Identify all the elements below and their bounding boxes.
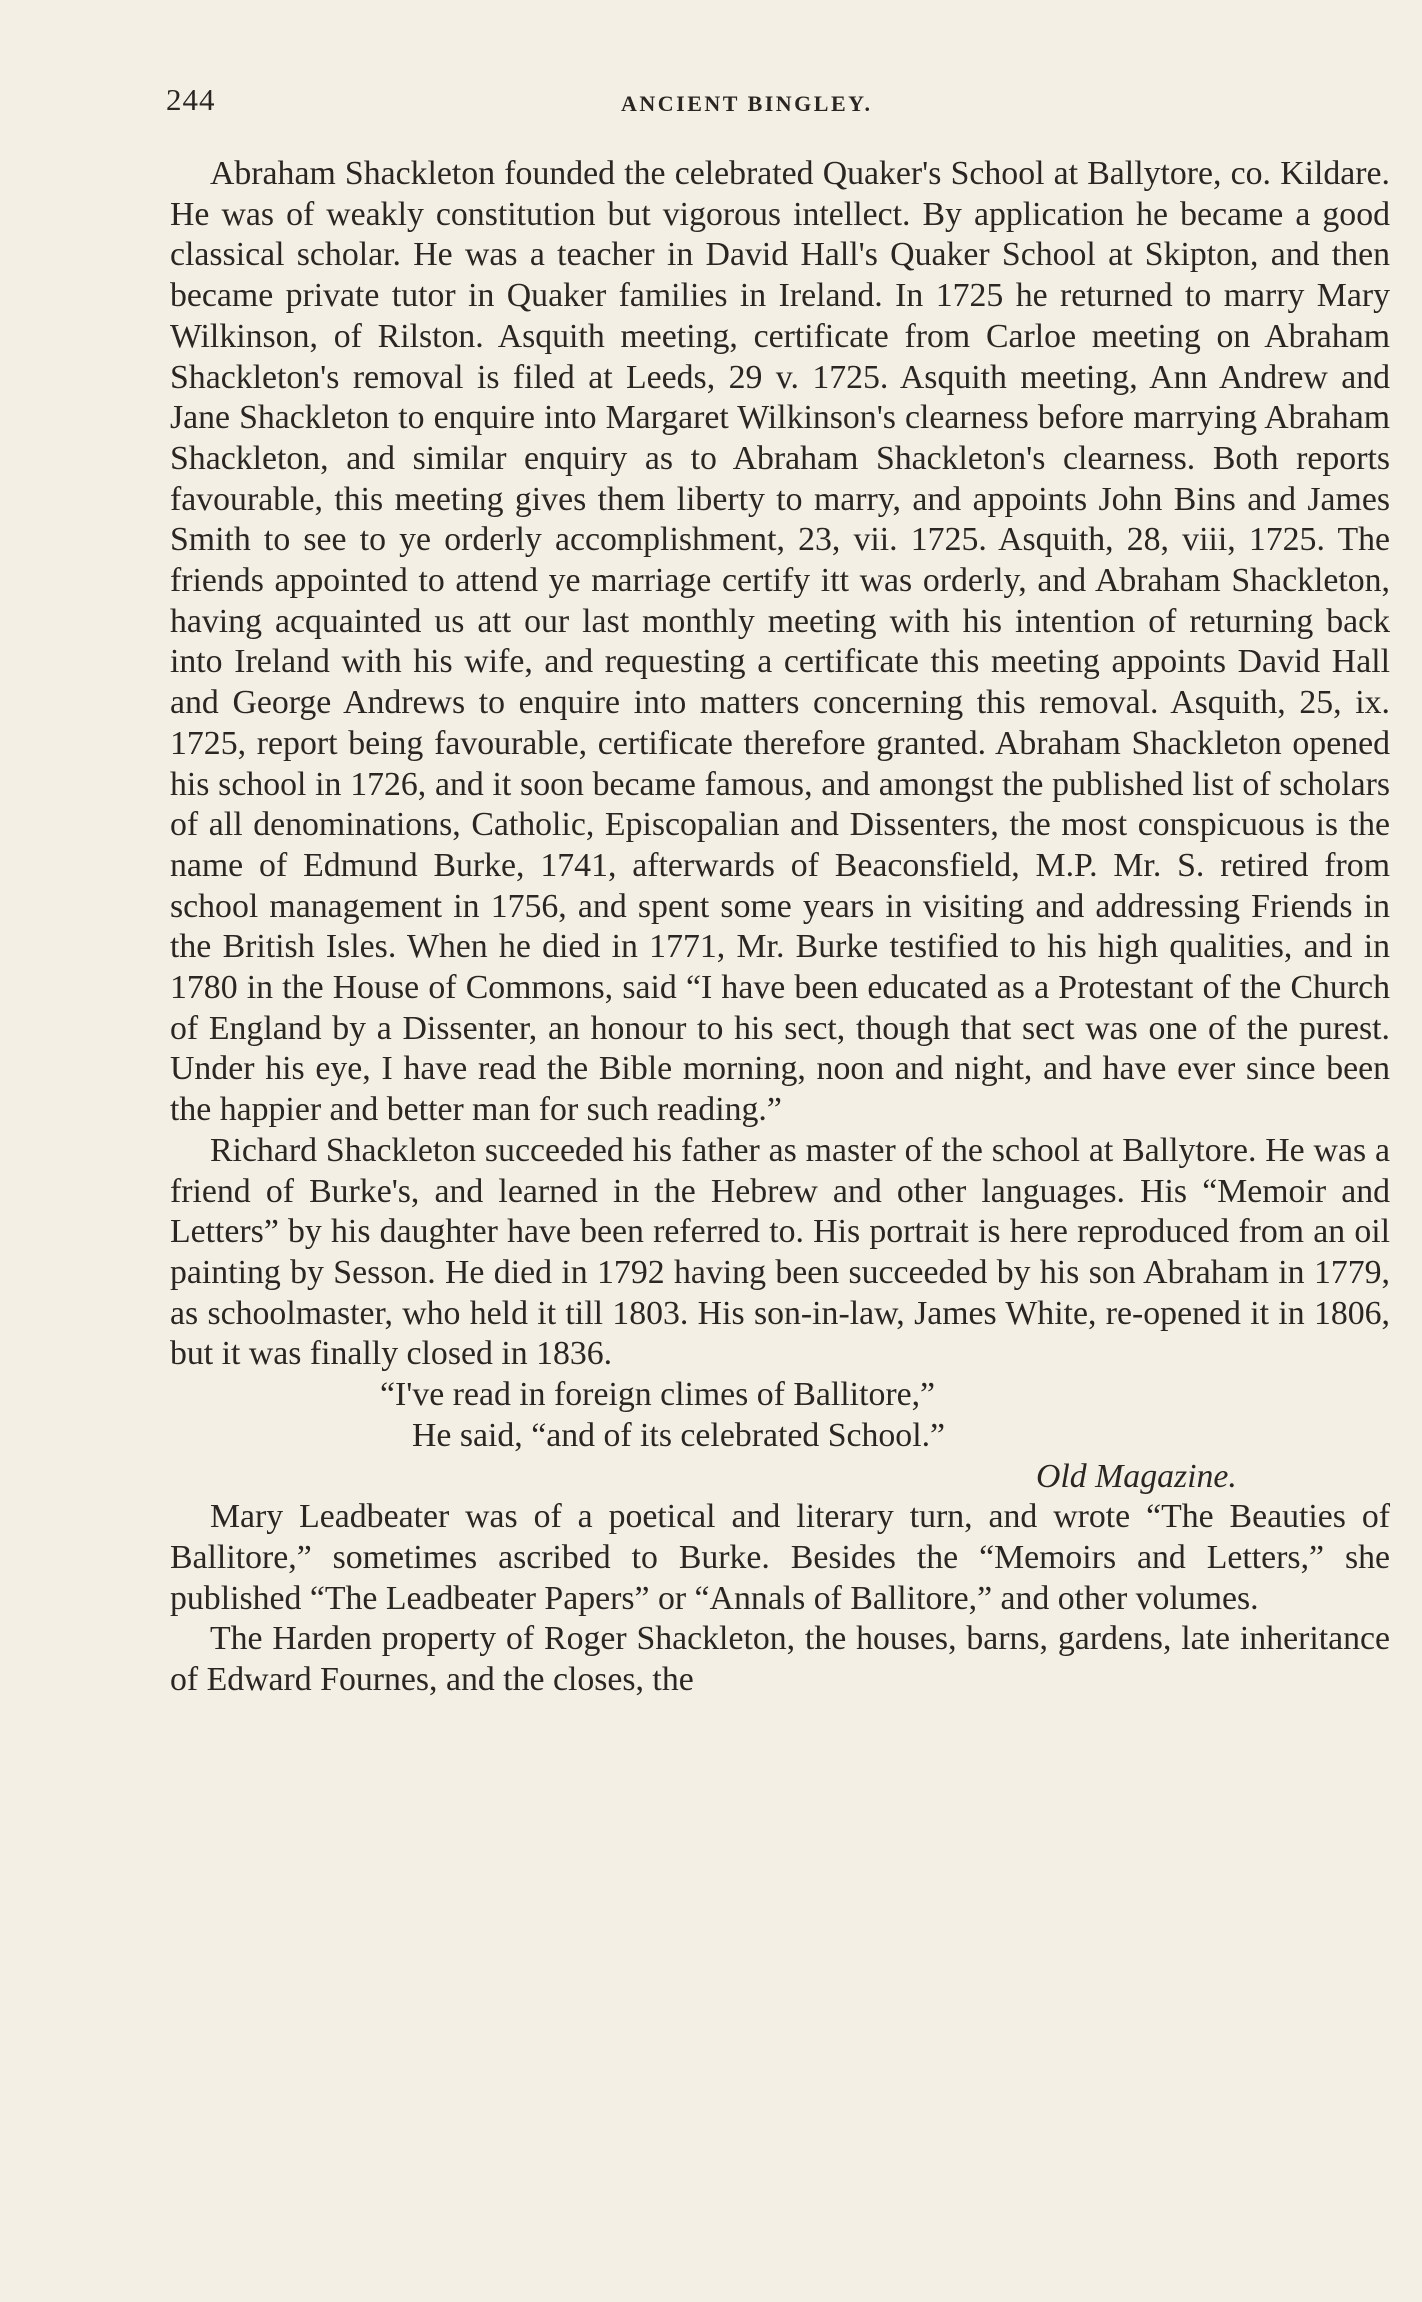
verse-attribution: Old Magazine. [1036, 1457, 1237, 1495]
paragraph-richard-shackleton: Richard Shackleton succeeded his father as master of the school at Ballytore. He was a friend of Burke's, and learned in the Hebrew and other languages. His “Memoir and Letters” by his daughter have been referred to. His portrait is here reproduced from an oil painting by Sesson. He died in 1792 having been succeeded by his son Abraham in 1779, as schoolmaster, who held it till 1803. His son-in-law, James White, re-opened it in 1806, but it was finally closed in 1836. [170, 1131, 1390, 1373]
paragraph-harden-property: The Harden property of Roger Shackleton, the houses, barns, gardens, late inheritance of Edward Fournes, and the closes, the [170, 1620, 1390, 1699]
verse-line: He said, “and of its celebrated School.” [412, 1416, 946, 1454]
paragraph-abraham-shackleton: Abraham Shackleton founded the celebrated Quaker's School at Ballytore, co. Kildare. He was of weakly constitution but vigorous intellect. By application he became a good classical scholar. He was a teacher in David Hall's Quaker School at Skipton, and then became private tutor in Quaker families in Ireland. In 1725 he returned to marry Mary Wilkinson, of Rilston. Asquith meeting, certificate from Carloe meeting on Abraham Shackleton's removal is filed at Leeds, 29 v. 1725. Asquith meeting, Ann Andrew and Jane Shackleton to enquire into Margaret Wilkinson's clearness before marrying Abraham Shackleton, and similar enquiry as to Abraham Shackleton's clearness. Both reports favourable, this meeting gives them liberty to marry, and appoints John Bins and James Smith to see to ye orderly accomplishment, 23, vii. 1725. Asquith, 28, viii, 1725. The friends appointed to attend ye marriage certify itt was orderly, and Abraham Shackleton, having acquainted us att our last monthly meeting with his intention of returning back into Ireland with his wife, and requesting a certificate this meeting appoints David Hall and George Andrews to enquire into matters concerning this removal. Asquith, 25, ix. 1725, report being favourable, certificate therefore granted. Abraham Shackleton opened his school in 1726, and it soon became famous, and amongst the published list of scholars of all denominations, Catholic, Episcopalian and Dissenters, the most conspicuous is the name of Edmund Burke, 1741, afterwards of Beaconsfield, M.P. Mr. S. retired from school management in 1756, and spent some years in visiting and addressing Friends in the British Isles. When he died in 1771, Mr. Burke testified to his high qualities, and in 1780 in the House of Commons, said “I have been educated as a Protestant of the Church of England by a Dissenter, an honour to his sect, though that sect was one of the purest. Under his eye, I have read the Bible morning, noon and night, and have ever since been the happier and better man for such reading.” [170, 155, 1390, 1129]
paragraph-mary-leadbeater: Mary Leadbeater was of a poetical and literary turn, and wrote “The Beauties of Ballitore,” sometimes ascribed to Burke. Besides the “Memoirs and Letters,” she published “The Leadbeater Papers” or “Annals of Ballitore,” and other volumes. [170, 1498, 1390, 1617]
page-number: 244 [166, 82, 216, 117]
verse-quotation [170, 1375, 1390, 1497]
verse-line: “I've read in foreign climes of Ballitore,” [380, 1376, 936, 1414]
running-head: ANCIENT BINGLEY. [621, 91, 873, 116]
page-header [166, 82, 1386, 126]
body-text [170, 154, 1390, 1701]
